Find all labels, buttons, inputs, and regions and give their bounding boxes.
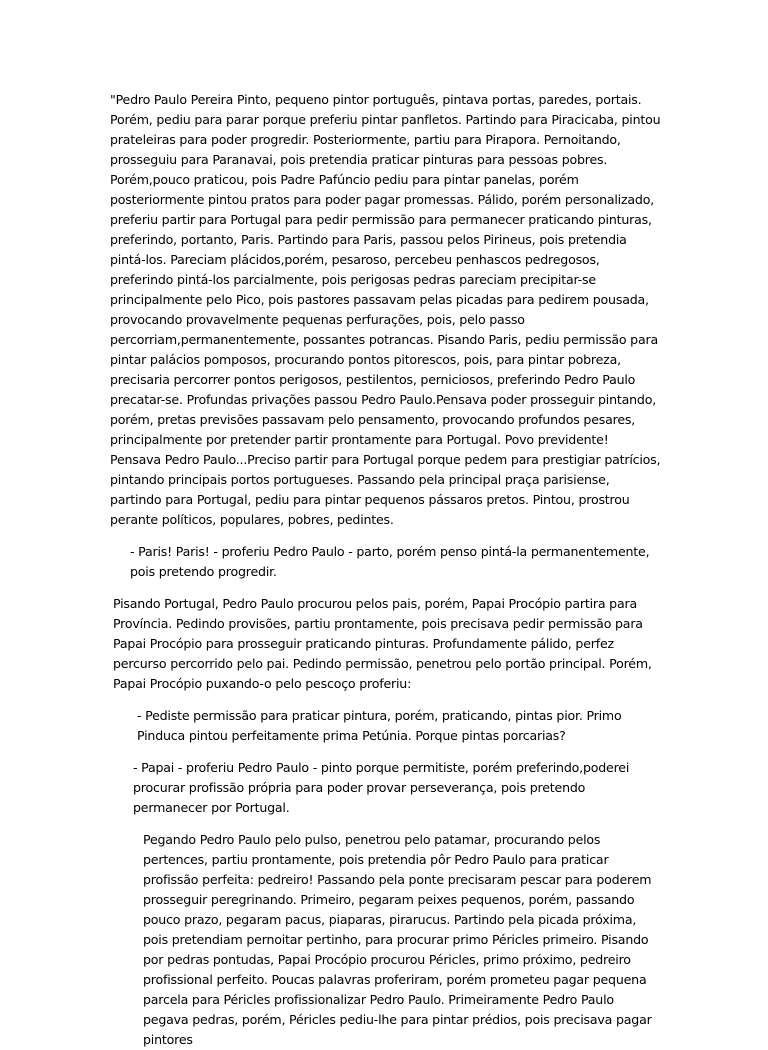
paragraph-3: Pisando Portugal, Pedro Paulo procurou pelos pais, porém, Papai Procópio partira para Província. Pedindo provisões, partiu prontamente, pois precisava pedir permissão para Papai Procópio para prosseguir praticando pinturas. Profundamente pálido, perfez percurso percorrido pelo pai. Pedindo permissão, penetrou pelo portão principal. Porém, Papai Procópio puxando-o pelo pescoço proferiu: [113, 596, 652, 691]
paragraph-4: - Pediste permissão para praticar pintura, porém, praticando, pintas pior. Primo Pinduca pintou perfeitamente prima Petúnia. Porque pintas porcarias? [137, 708, 622, 743]
paragraph-2: - Paris! Paris! - proferiu Pedro Paulo - parto, porém penso pintá-la permanentemente, pois pretendo progredir. [130, 544, 650, 579]
paragraph-1: "Pedro Paulo Pereira Pinto, pequeno pintor português, pintava portas, paredes, portais. Porém, pediu para parar porque preferiu pintar panfletos. Partindo para Piracicaba, pintou prateleiras para poder progredir. Posteriormente, partiu para Pirapora. Pernoitando, prosseguiu para Paranavai, pois pretendia praticar pinturas para pessoas pobres. Porém,pouco praticou, pois Padre Pafúncio pediu para pintar panelas, porém posteriormente pintou pratos para poder pagar promessas. Pálido, porém personalizado, preferiu partir para Portugal para pedir permissão para permanecer praticando pinturas, preferindo, portanto, Paris. Partindo para Paris, passou pelos Pirineus, pois pretendia pintá-los. Pareciam plácidos,porém, pesaroso, percebeu penhascos pedregosos, preferindo pintá-los parcialmente, pois perigosas pedras pareciam precipitar-se principalmente pelo Pico, pois pastores passavam pelas picadas para pedirem pousada, provocando provavelmente pequenas perfurações, pois, pelo passo percorriam,permanentemente, possantes potrancas. Pisando Paris, pediu permissão para pintar palácios pomposos, procurando pontos pitorescos, pois, para pintar pobreza, precisaria percorrer pontos perigosos, pestilentos, perniciosos, preferindo Pedro Paulo precatar-se. Profundas privações passou Pedro Paulo.Pensava poder prosseguir pintando, porém, pretas previsões passavam pelo pensamento, provocando profundos pesares, principalmente por pretender partir prontamente para Portugal. Povo previdente! Pensava Pedro Paulo...Preciso partir para Portugal porque pedem para prestigiar patrícios, pintando principais portos portugueses. Passando pela principal praça parisiense, partindo para Portugal, pediu para pintar pequenos pássaros pretos. Pintou, prostrou perante políticos, populares, pobres, pedintes. [110, 92, 661, 527]
paragraph-6: Pegando Pedro Paulo pelo pulso, penetrou pelo patamar, procurando pelos pertences, partiu prontamente, pois pretendia pôr Pedro Paulo para praticar profissão perfeita: pedreiro! Passando pela ponte precisaram pescar para poderem prosseguir peregrinando. Primeiro, pegaram peixes pequenos, porém, passando pouco prazo, pegaram pacus, piaparas, pirarucus. Partindo pela picada próxima, pois pretendiam pernoitar pertinho, para procurar primo Péricles primeiro. Pisando por pedras pontudas, Papai Procópio procurou Péricles, primo próximo, pedreiro profissional perfeito. Poucas palavras proferiram, porém prometeu pagar pequena parcela para Péricles profissionalizar Pedro Paulo. Primeiramente Pedro Paulo pegava pedras, porém, Péricles pediu-lhe para pintar prédios, pois precisava pagar pintores [143, 832, 652, 1047]
document-body [110, 90, 662, 1050]
paragraph-5: - Papai - proferiu Pedro Paulo - pinto porque permitiste, porém preferindo,poderei procurar profissão própria para poder provar perseverança, pois pretendo permanecer por Portugal. [133, 760, 630, 815]
